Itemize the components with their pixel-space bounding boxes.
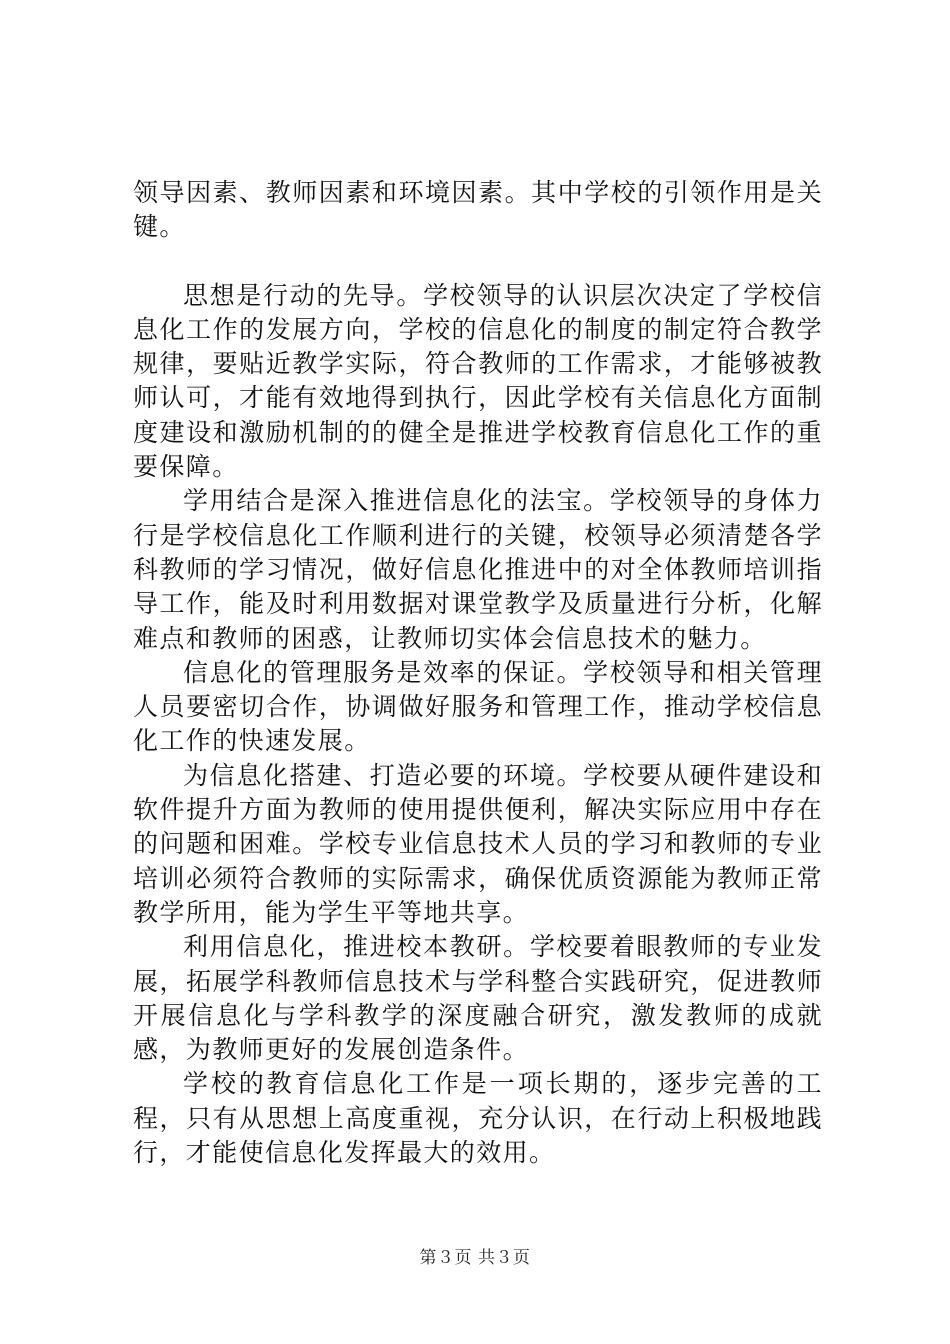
document-body: [133, 176, 823, 1170]
paragraph-management-service: 信息化的管理服务是效率的保证。学校领导和相关管理人员要密切合作，协调做好服务和管理工作，推动学校信息化工作的快速发展。: [133, 657, 823, 756]
paragraph-thought-guidance: 思想是行动的先导。学校领导的认识层次决定了学校信息化工作的发展方向，学校的信息化的制度的制定符合教学规律，要贴近教学实际，符合教师的工作需求，才能够被教师认可，才能有效地得到执行，因此学校有关信息化方面制度建设和激励机制的的健全是推进学校教育信息化工作的重要保障。: [133, 280, 823, 482]
paragraph-learning-application: 学用结合是深入推进信息化的法宝。学校领导的身体力行是学校信息化工作顺利进行的关键，校领导必须清楚各学科教师的学习情况，做好信息化推进中的对全体教师培训指导工作，能及时利用数据对课堂教学及质量进行分析，化解难点和教师的困惑，让教师切实体会信息技术的魅力。: [133, 486, 823, 653]
paragraph-school-research: 利用信息化，推进校本教研。学校要着眼教师的专业发展，拓展学科教师信息技术与学科整合实践研究，促进教师开展信息化与学科教学的深度融合研究，激发教师的成就感，为教师更好的发展创造条件。: [133, 932, 823, 1065]
paragraph-continuation: 领导因素、教师因素和环境因素。其中学校的引领作用是关键。: [133, 178, 823, 242]
page-number-footer: 第３页 共３页: [419, 1248, 531, 1268]
paragraph-environment: 为信息化搭建、打造必要的环境。学校要从硬件建设和软件提升方面为教师的使用提供便利，解决实际应用中存在的问题和困难。学校专业信息技术人员的学习和教师的专业培训必须符合教师的实际需求，确保优质资源能为教师正常教学所用，能为学生平等地共享。: [133, 760, 823, 927]
paragraph-conclusion: 学校的教育信息化工作是一项长期的，逐步完善的工程，只有从思想上高度重视，充分认识，在行动上积极地践行，才能使信息化发挥最大的效用。: [133, 1069, 823, 1168]
